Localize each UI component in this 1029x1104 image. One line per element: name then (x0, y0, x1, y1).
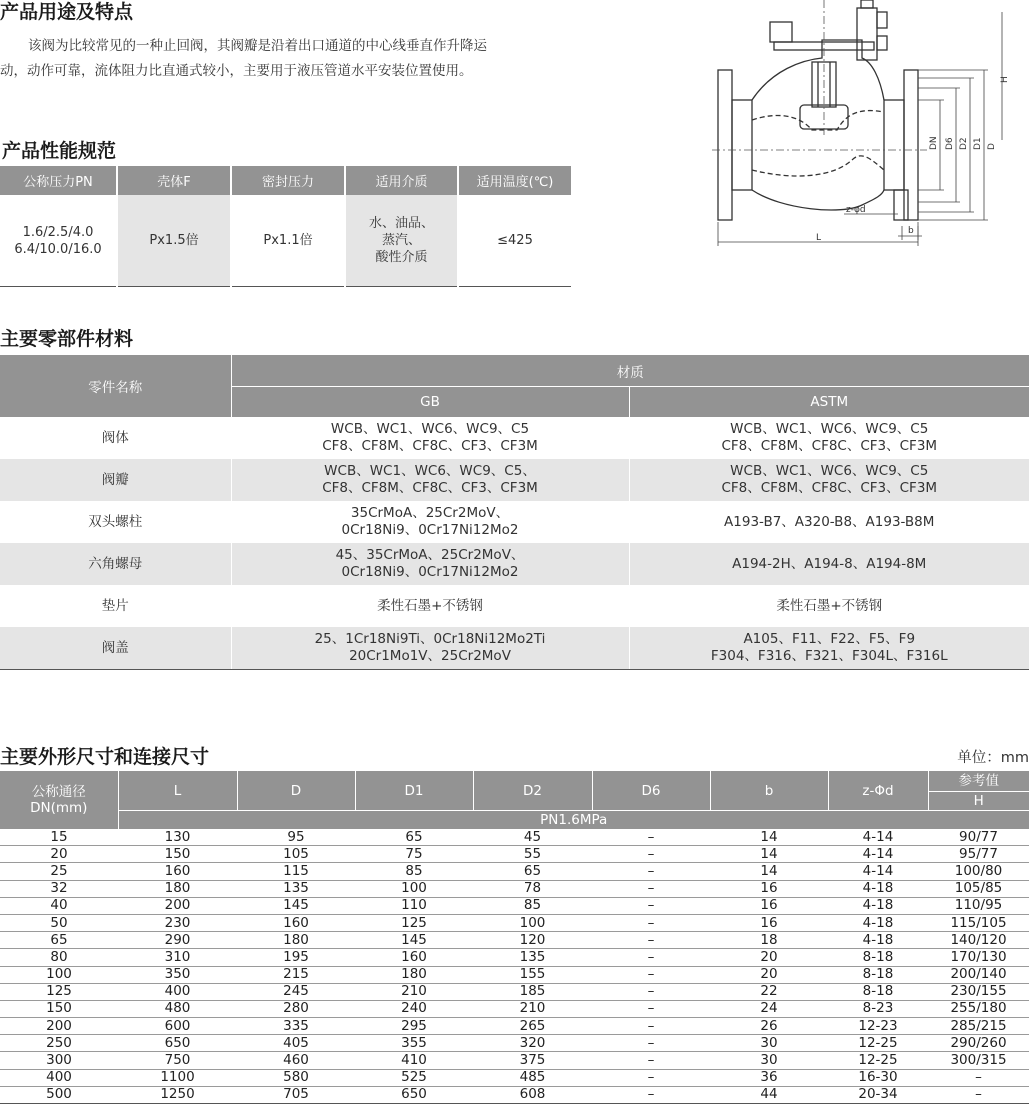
dim-cell-L: 650 (118, 1035, 237, 1052)
dim-table-row (0, 897, 1029, 914)
dim-cell-D2: 185 (473, 983, 592, 1000)
dim-cell-b: 18 (710, 932, 828, 949)
dim-cell-D6: – (592, 1035, 710, 1052)
dim-header-b: b (710, 771, 828, 811)
materials-header-material: 材质 (231, 355, 1029, 387)
dim-header-dn-line2: DN(mm) (0, 800, 118, 816)
dim-cell-dn: 250 (0, 1035, 118, 1052)
dim-cell-D1: 180 (355, 966, 473, 983)
dim-cell-L: 150 (118, 846, 237, 863)
dim-cell-dn: 300 (0, 1052, 118, 1069)
dim-label-b: b (908, 226, 914, 236)
dim-cell-D: 95 (237, 829, 355, 846)
dim-cell-dn: 65 (0, 932, 118, 949)
dim-table-row (0, 966, 1029, 983)
dim-cell-D1: 65 (355, 829, 473, 846)
dim-cell-D: 105 (237, 846, 355, 863)
dim-cell-z-phi-d: 4-18 (828, 914, 928, 931)
dim-header-ref: 参考值 (928, 771, 1029, 792)
material-gb-line1: WCB、WC1、WC6、WC9、C5、 (232, 463, 629, 480)
dim-cell-dn: 50 (0, 914, 118, 931)
dim-cell-b: 20 (710, 966, 828, 983)
dim-header-dn-line1: 公称通径 (0, 784, 118, 800)
dim-cell-D1: 525 (355, 1069, 473, 1086)
dimensions-table (0, 771, 1029, 1104)
material-part-name: 双头螺柱 (0, 501, 231, 543)
dim-cell-H: – (928, 1086, 1029, 1103)
dim-cell-dn: 100 (0, 966, 118, 983)
material-astm-line2: F304、F316、F321、F304L、F316L (630, 648, 1029, 665)
dim-table-row (0, 846, 1029, 863)
dim-cell-L: 600 (118, 1018, 237, 1035)
dim-cell-D: 460 (237, 1052, 355, 1069)
spec-seal-value: Px1.1倍 (231, 195, 345, 287)
dim-cell-D2: 320 (473, 1035, 592, 1052)
dim-table-row (0, 1000, 1029, 1017)
dim-cell-dn: 500 (0, 1086, 118, 1103)
dim-cell-D6: – (592, 949, 710, 966)
dim-cell-dn: 25 (0, 863, 118, 880)
dim-cell-D2: 135 (473, 949, 592, 966)
spec-header-medium: 适用介质 (345, 166, 458, 195)
dim-cell-H: 110/95 (928, 897, 1029, 914)
dim-cell-b: 24 (710, 1000, 828, 1017)
dim-cell-H: 90/77 (928, 829, 1029, 846)
dim-cell-D: 580 (237, 1069, 355, 1086)
dim-cell-D6: – (592, 932, 710, 949)
dim-cell-D6: – (592, 863, 710, 880)
dim-label-H: H (1000, 76, 1010, 83)
dim-cell-D1: 125 (355, 914, 473, 931)
dim-header-z: z-Φd (828, 771, 928, 811)
dim-header-D6: D6 (592, 771, 710, 811)
dimensions-table-body (0, 829, 1029, 1104)
dim-cell-z-phi-d: 12-25 (828, 1052, 928, 1069)
dim-cell-b: 22 (710, 983, 828, 1000)
spec-medium-line2: 蒸汽、 (346, 232, 457, 249)
dim-cell-z-phi-d: 12-23 (828, 1018, 928, 1035)
dim-cell-b: 44 (710, 1086, 828, 1103)
dim-table-row (0, 1035, 1029, 1052)
dim-cell-b: 36 (710, 1069, 828, 1086)
dim-cell-D6: – (592, 1000, 710, 1017)
dim-cell-L: 1250 (118, 1086, 237, 1103)
material-gb-line2: CF8、CF8M、CF8C、CF3、CF3M (232, 438, 629, 455)
spec-header-seal: 密封压力 (231, 166, 345, 195)
usage-paragraph-line2: 动，动作可靠，流体阻力比直通式较小，主要用于液压管道水平安装位置使用。 (0, 59, 580, 84)
dim-cell-z-phi-d: 4-14 (828, 846, 928, 863)
dim-cell-dn: 20 (0, 846, 118, 863)
material-part-name: 六角螺母 (0, 543, 231, 585)
section-title-materials: 主要零部件材料 (0, 324, 133, 351)
dim-cell-D2: 608 (473, 1086, 592, 1103)
dim-cell-b: 16 (710, 914, 828, 931)
dim-cell-z-phi-d: 12-25 (828, 1035, 928, 1052)
dim-cell-D1: 295 (355, 1018, 473, 1035)
dim-cell-dn: 40 (0, 897, 118, 914)
dim-header-D1: D1 (355, 771, 473, 811)
dim-cell-b: 30 (710, 1035, 828, 1052)
dim-cell-D6: – (592, 1086, 710, 1103)
materials-header-astm: ASTM (629, 387, 1029, 418)
dim-cell-H: 200/140 (928, 966, 1029, 983)
material-astm-line1: A105、F11、F22、F5、F9 (630, 631, 1029, 648)
dim-table-row (0, 829, 1029, 846)
material-part-name: 阀体 (0, 417, 231, 459)
dim-cell-D: 215 (237, 966, 355, 983)
dim-cell-b: 30 (710, 1052, 828, 1069)
dim-cell-D6: – (592, 897, 710, 914)
materials-row (0, 417, 1029, 459)
dim-cell-D2: 55 (473, 846, 592, 863)
material-gb-line2: 20Cr1Mo1V、25Cr2MoV (232, 648, 629, 665)
dim-header-H: H (928, 792, 1029, 811)
dim-cell-D1: 240 (355, 1000, 473, 1017)
dim-header-D: D (237, 771, 355, 811)
dim-cell-L: 480 (118, 1000, 237, 1017)
dim-header-dn (0, 771, 118, 829)
dim-table-row (0, 863, 1029, 880)
dim-cell-D: 180 (237, 932, 355, 949)
dim-cell-L: 1100 (118, 1069, 237, 1086)
dim-cell-D2: 155 (473, 966, 592, 983)
dim-cell-D: 135 (237, 880, 355, 897)
dim-cell-z-phi-d: 4-18 (828, 932, 928, 949)
dim-cell-L: 400 (118, 983, 237, 1000)
dim-cell-dn: 125 (0, 983, 118, 1000)
dim-table-row (0, 983, 1029, 1000)
dim-header-D2: D2 (473, 771, 592, 811)
dim-cell-H: 255/180 (928, 1000, 1029, 1017)
materials-row (0, 543, 1029, 585)
dim-cell-D2: 120 (473, 932, 592, 949)
section-title-dimensions: 主要外形尺寸和连接尺寸 (0, 742, 209, 769)
material-part-name: 垫片 (0, 585, 231, 627)
dim-label-D1: D1 (973, 137, 983, 150)
dim-label-D: D (987, 143, 997, 150)
dim-cell-b: 16 (710, 897, 828, 914)
dim-table-row (0, 880, 1029, 897)
dim-cell-D2: 210 (473, 1000, 592, 1017)
dim-cell-z-phi-d: 8-18 (828, 983, 928, 1000)
unit-label: 单位：mm (957, 746, 1029, 767)
performance-spec-table (0, 166, 571, 287)
dim-cell-b: 16 (710, 880, 828, 897)
material-astm-line2: CF8、CF8M、CF8C、CF3、CF3M (630, 438, 1029, 455)
dim-cell-dn: 400 (0, 1069, 118, 1086)
material-astm-line2: CF8、CF8M、CF8C、CF3、CF3M (630, 480, 1029, 497)
dim-cell-D6: – (592, 880, 710, 897)
dim-cell-D1: 410 (355, 1052, 473, 1069)
spec-shell-value: Px1.5倍 (117, 195, 231, 287)
dim-cell-D2: 65 (473, 863, 592, 880)
dim-cell-H: 105/85 (928, 880, 1029, 897)
dim-cell-D6: – (592, 1069, 710, 1086)
dim-cell-L: 310 (118, 949, 237, 966)
dim-cell-dn: 150 (0, 1000, 118, 1017)
dim-cell-D1: 100 (355, 880, 473, 897)
dim-cell-D1: 650 (355, 1086, 473, 1103)
material-gb-line1: WCB、WC1、WC6、WC9、C5 (232, 421, 629, 438)
dim-cell-L: 290 (118, 932, 237, 949)
dim-cell-H: 285/215 (928, 1018, 1029, 1035)
dim-cell-H: – (928, 1069, 1029, 1086)
dim-cell-L: 160 (118, 863, 237, 880)
dim-cell-D6: – (592, 1018, 710, 1035)
material-astm-line1: WCB、WC1、WC6、WC9、C5 (630, 463, 1029, 480)
dim-table-row (0, 932, 1029, 949)
dim-cell-D: 245 (237, 983, 355, 1000)
dim-cell-H: 140/120 (928, 932, 1029, 949)
spec-medium-line1: 水、油品、 (346, 215, 457, 232)
dim-cell-D: 160 (237, 914, 355, 931)
material-part-name: 阀盖 (0, 627, 231, 670)
dim-cell-D: 280 (237, 1000, 355, 1017)
dim-cell-H: 290/260 (928, 1035, 1029, 1052)
spec-header-temp: 适用温度(℃) (458, 166, 571, 195)
dim-cell-D: 195 (237, 949, 355, 966)
dim-cell-dn: 200 (0, 1018, 118, 1035)
material-gb-line2: 0Cr18Ni9、0Cr17Ni12Mo2 (232, 522, 629, 539)
usage-paragraph-line1: 该阀为比较常见的一种止回阀，其阀瓣是沿着出口通道的中心线垂直作升降运 (0, 34, 580, 59)
dim-cell-H: 100/80 (928, 863, 1029, 880)
dim-cell-z-phi-d: 8-18 (828, 949, 928, 966)
dim-table-row (0, 949, 1029, 966)
dim-cell-H: 115/105 (928, 914, 1029, 931)
spec-pn-line1: 1.6/2.5/4.0 (0, 224, 116, 241)
dim-cell-H: 300/315 (928, 1052, 1029, 1069)
material-part-name: 阀瓣 (0, 459, 231, 501)
dim-table-row (0, 1018, 1029, 1035)
dim-cell-z-phi-d: 20-34 (828, 1086, 928, 1103)
dim-label-D2: D2 (959, 137, 969, 150)
dim-cell-z-phi-d: 8-18 (828, 966, 928, 983)
dim-table-row (0, 1052, 1029, 1069)
materials-header-part: 零件名称 (0, 355, 231, 417)
dim-cell-D: 405 (237, 1035, 355, 1052)
dim-cell-D2: 100 (473, 914, 592, 931)
materials-row (0, 501, 1029, 543)
dim-cell-D1: 145 (355, 932, 473, 949)
dim-cell-D1: 355 (355, 1035, 473, 1052)
dim-cell-b: 14 (710, 846, 828, 863)
materials-row (0, 459, 1029, 501)
spec-header-pn: 公称压力PN (0, 166, 117, 195)
dim-cell-dn: 80 (0, 949, 118, 966)
dim-cell-H: 230/155 (928, 983, 1029, 1000)
spec-pn-value (0, 195, 117, 287)
dim-header-pn: PN1.6MPa (118, 811, 1029, 830)
dim-table-row (0, 1069, 1029, 1086)
dim-cell-D6: – (592, 983, 710, 1000)
dim-cell-z-phi-d: 4-14 (828, 829, 928, 846)
dim-cell-z-phi-d: 16-30 (828, 1069, 928, 1086)
dim-cell-D1: 75 (355, 846, 473, 863)
dim-cell-H: 95/77 (928, 846, 1029, 863)
dim-cell-L: 350 (118, 966, 237, 983)
material-gb-line1: 25、1Cr18Ni9Ti、0Cr18Ni12Mo2Ti (232, 631, 629, 648)
usage-description (0, 34, 580, 84)
spec-medium-line3: 酸性介质 (346, 249, 457, 266)
dim-cell-z-phi-d: 8-23 (828, 1000, 928, 1017)
dim-cell-L: 130 (118, 829, 237, 846)
material-gb-line1: 35CrMoA、25Cr2MoV、 (232, 505, 629, 522)
dim-cell-z-phi-d: 4-18 (828, 897, 928, 914)
dim-cell-z-phi-d: 4-18 (828, 880, 928, 897)
dim-cell-D: 705 (237, 1086, 355, 1103)
dim-cell-L: 230 (118, 914, 237, 931)
dim-cell-D2: 485 (473, 1069, 592, 1086)
material-gb-line2: CF8、CF8M、CF8C、CF3、CF3M (232, 480, 629, 497)
material-astm-line1: 柔性石墨+不锈钢 (630, 598, 1029, 615)
material-gb-line2: 0Cr18Ni9、0Cr17Ni12Mo2 (232, 564, 629, 581)
dim-cell-D2: 78 (473, 880, 592, 897)
spec-medium-value (345, 195, 458, 287)
dim-cell-D1: 85 (355, 863, 473, 880)
material-astm-line1: A193-B7、A320-B8、A193-B8M (630, 514, 1029, 531)
dim-cell-D: 115 (237, 863, 355, 880)
materials-header-gb: GB (231, 387, 629, 418)
dim-cell-dn: 15 (0, 829, 118, 846)
dim-cell-b: 20 (710, 949, 828, 966)
material-gb-line1: 45、35CrMoA、25Cr2MoV、 (232, 547, 629, 564)
material-astm-line1: WCB、WC1、WC6、WC9、C5 (630, 421, 1029, 438)
dim-label-L: L (816, 233, 821, 243)
materials-row (0, 585, 1029, 627)
dim-cell-D1: 110 (355, 897, 473, 914)
dim-label-D6: D6 (945, 137, 955, 150)
dim-cell-D2: 265 (473, 1018, 592, 1035)
dim-cell-D: 335 (237, 1018, 355, 1035)
dim-cell-z-phi-d: 4-14 (828, 863, 928, 880)
dim-cell-L: 200 (118, 897, 237, 914)
dim-cell-H: 170/130 (928, 949, 1029, 966)
dim-cell-D6: – (592, 829, 710, 846)
dim-cell-D: 145 (237, 897, 355, 914)
spec-temp-value: ≤425 (458, 195, 571, 287)
materials-table (0, 355, 1029, 670)
valve-cross-section-drawing (712, 0, 1022, 252)
dim-cell-dn: 32 (0, 880, 118, 897)
dim-cell-b: 14 (710, 829, 828, 846)
materials-row (0, 627, 1029, 670)
material-astm-line1: A194-2H、A194-8、A194-8M (630, 556, 1029, 573)
spec-header-shell: 壳体F (117, 166, 231, 195)
dim-cell-D1: 160 (355, 949, 473, 966)
dim-cell-D6: – (592, 1052, 710, 1069)
dim-cell-D1: 210 (355, 983, 473, 1000)
dim-cell-b: 14 (710, 863, 828, 880)
dim-cell-D6: – (592, 966, 710, 983)
dim-cell-D6: – (592, 846, 710, 863)
material-gb-line1: 柔性石墨+不锈钢 (232, 598, 629, 615)
dim-cell-D2: 85 (473, 897, 592, 914)
dim-label-z-phi-d: z-φd (846, 205, 866, 215)
spec-pn-line2: 6.4/10.0/16.0 (0, 241, 116, 258)
dim-table-row (0, 914, 1029, 931)
dim-cell-L: 750 (118, 1052, 237, 1069)
dim-cell-D6: – (592, 914, 710, 931)
dim-cell-L: 180 (118, 880, 237, 897)
section-title-usage: 产品用途及特点 (0, 0, 133, 24)
section-title-performance: 产品性能规范 (2, 136, 116, 163)
dim-cell-b: 26 (710, 1018, 828, 1035)
dim-header-L: L (118, 771, 237, 811)
dim-cell-D2: 45 (473, 829, 592, 846)
dim-label-DN: DN (929, 136, 939, 150)
dim-cell-D2: 375 (473, 1052, 592, 1069)
